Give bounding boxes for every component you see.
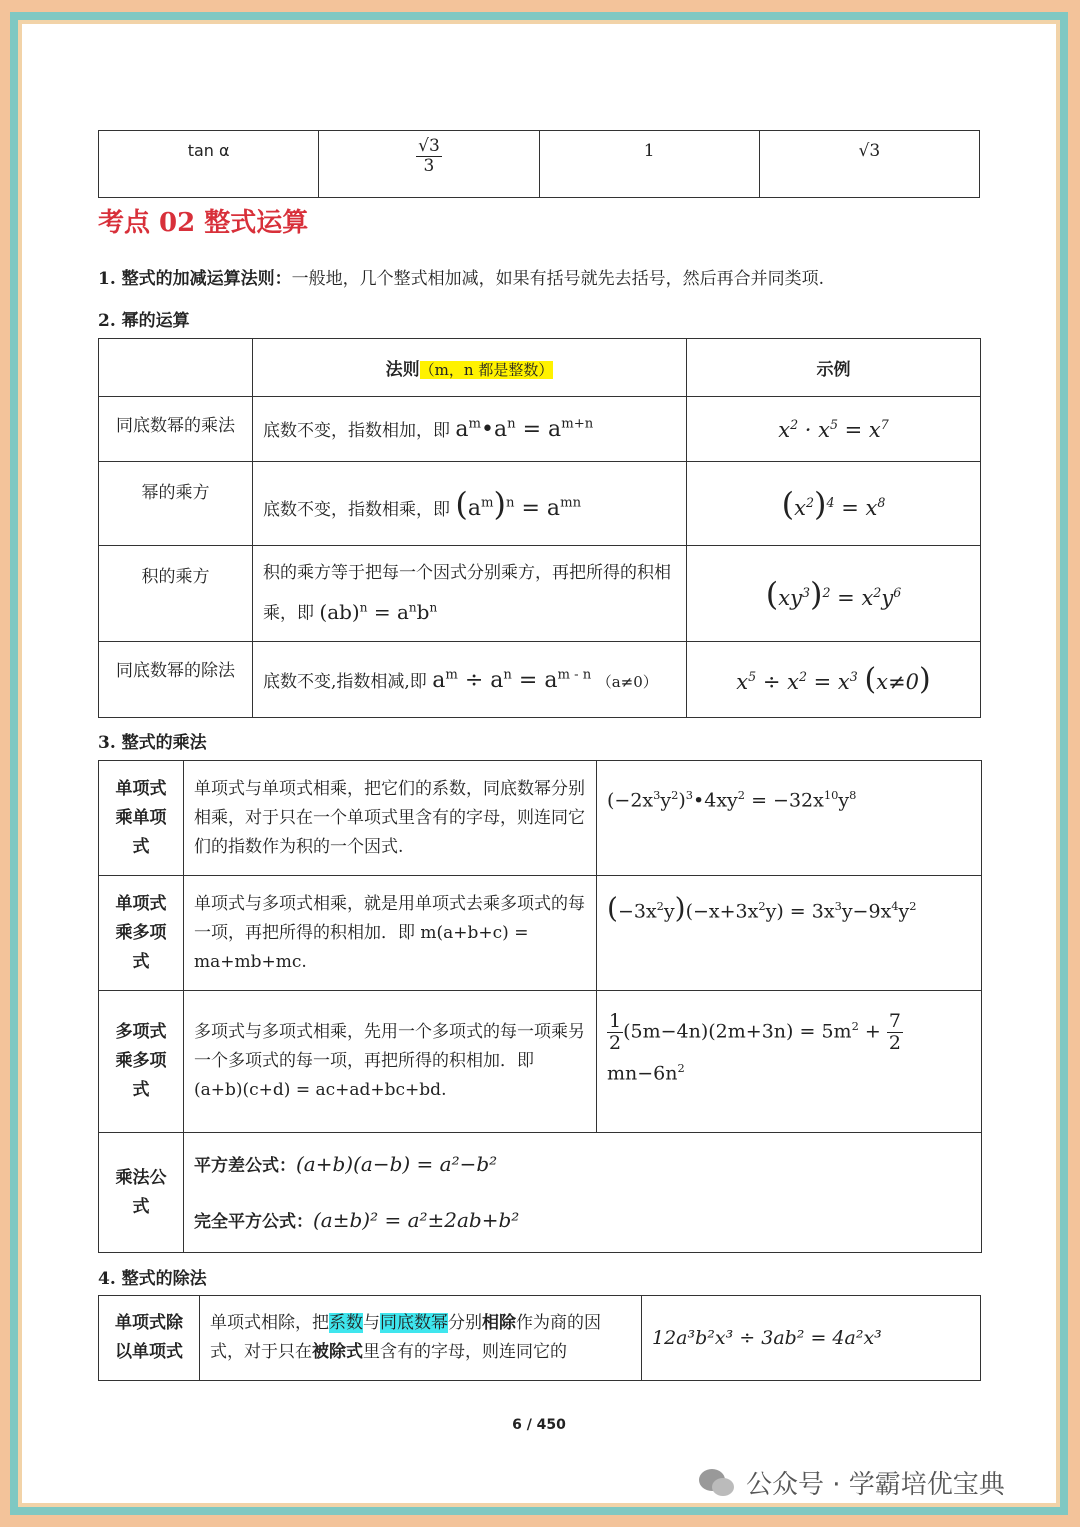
example-cell: 12a³b²x³ ÷ 3ab² = 4a²x³ <box>642 1296 981 1381</box>
rule-cell: 底数不变,指数相减,即 $a^m \div a^n = a^{m - n}$ （a≠0） <box>253 642 687 718</box>
example-header: 示例 <box>687 339 981 397</box>
trig-cell-1 <box>319 131 539 198</box>
document-page <box>22 24 1056 1503</box>
rule-header-note: （m，n 都是整数） <box>419 361 554 379</box>
example-cell: $(-3x^2y)(-x+3x^2y) = 3x^3y-9x^4y^2$ <box>597 876 982 991</box>
formula-cell: 平方差公式：(a+b)(a−b) = a²−b² 完全平方公式：(a±b)² = a²±2ab+b² <box>184 1133 982 1253</box>
table-row: 单项式除以单项式 单项式相除，把系数与同底数幂分别相除作为商的因式，对于只在被除式里含有的字母，则连同它的 12a³b²x³ ÷ 3ab² = 4a²x³ <box>99 1296 981 1381</box>
trig-den: 3 <box>423 155 435 176</box>
division-table <box>98 1295 981 1381</box>
paragraph-4-heading: 4. 整式的除法 <box>98 1269 207 1289</box>
example-cell: $(xy^3)^2 = x^2y^6$ <box>687 546 981 642</box>
table-row: 积的乘方 积的乘方等于把每一个因式分别乘方，再把所得的积相乘，即 $(ab)^n = a^nb^n$ $(xy^3)^2 = x^2y^6$ <box>99 546 981 642</box>
table-row: 单项式乘多项式 单项式与多项式相乘，就是用单项式去乘多项式的每一项，再把所得的积相加．即 m(a+b+c) = ma+mb+mc. $(-3x^2y)(-x+3x^2y) = 3x^3y-9x^4y^2$ <box>99 876 982 991</box>
example-cell: $(-2x^3y^2)^3•4xy^2 = -32x^{10}y^8$ <box>597 761 982 876</box>
p1-label: 1. 整式的加减运算法则： <box>98 269 292 289</box>
section-title: 考点 02 整式运算 <box>98 208 309 238</box>
trig-cell-3: √3 <box>759 131 979 198</box>
paragraph-2-heading: 2. 幂的运算 <box>98 311 190 331</box>
table-row: 同底数幂的除法 底数不变,指数相减,即 $a^m \div a^n = a^{m - n}$ （a≠0） $x^5 \div x^2 = x^3$ (x≠0) <box>99 642 981 718</box>
p1-text: 一般地，几个整式相加减，如果有括号就先去括号，然后再合并同类项. <box>291 269 825 289</box>
example-cell: $x^5 \div x^2 = x^3$ (x≠0) <box>687 642 981 718</box>
rule-header: 法则（m，n 都是整数） <box>253 339 687 397</box>
table-row: 多项式乘多项式 多项式与多项式相乘，先用一个多项式的每一项乘另一个多项式的每一项，再把所得的积相加．即 (a+b)(c+d) = ac+ad+bc+bd. $\frac{1}{2}$ $(5m-4n)(2m+3n) = 5m^2$ + $\frac{7}{2}$ $mn-6n^2$ <box>99 991 982 1133</box>
table-row: 单项式乘单项式 单项式与单项式相乘，把它们的系数，同底数幂分别相乘，对于只在一个单项式里含有的字母，则连同它们的指数作为积的一个因式. $(-2x^3y^2)^3•4xy^2 = -32x^{10}y^8$ <box>99 761 982 876</box>
table-row: 幂的乘方 底数不变，指数相乘，即 $(a^m)^n = a^{mn}$ $(x^2)^4 = x^8$ <box>99 462 981 546</box>
example-cell: $(x^2)^4 = x^8$ <box>687 462 981 546</box>
table-row: 乘法公式 平方差公式：(a+b)(a−b) = a²−b² 完全平方公式：(a±b)² = a²±2ab+b² <box>99 1133 982 1253</box>
rule-cell: 单项式相除，把系数与同底数幂分别相除作为商的因式，对于只在被除式里含有的字母，则连同它的 <box>200 1296 642 1381</box>
trig-cell-2: 1 <box>539 131 759 198</box>
power-rules-table <box>98 338 981 718</box>
paragraph-3-heading: 3. 整式的乘法 <box>98 733 207 753</box>
watermark: 公众号 · 学霸培优宝典 <box>698 1464 1005 1501</box>
example-cell: $\frac{1}{2}$ $(5m-4n)(2m+3n) = 5m^2$ + $\frac{7}{2}$ $mn-6n^2$ <box>597 991 982 1133</box>
example-cell: $x^2 \cdot x^5 = x^7$ <box>687 397 981 462</box>
rule-cell: 积的乘方等于把每一个因式分别乘方，再把所得的积相乘，即 $(ab)^n = a^nb^n$ <box>253 546 687 642</box>
paragraph-1 <box>98 264 824 289</box>
table-row: 同底数幂的乘法 底数不变，指数相加，即 $a^m•a^n = a^{m+n}$ $x^2 \cdot x^5 = x^7$ <box>99 397 981 462</box>
multiplication-table <box>98 760 982 1253</box>
rule-cell: 底数不变，指数相乘，即 $(a^m)^n = a^{mn}$ <box>253 462 687 546</box>
rule-cell: 底数不变，指数相加，即 $a^m•a^n = a^{m+n}$ <box>253 397 687 462</box>
trig-label: tan α <box>99 131 319 198</box>
wechat-icon <box>698 1468 736 1498</box>
page-number: 6 / 450 <box>512 1417 566 1433</box>
trig-table <box>98 130 980 198</box>
trig-num: √3 <box>418 136 440 156</box>
